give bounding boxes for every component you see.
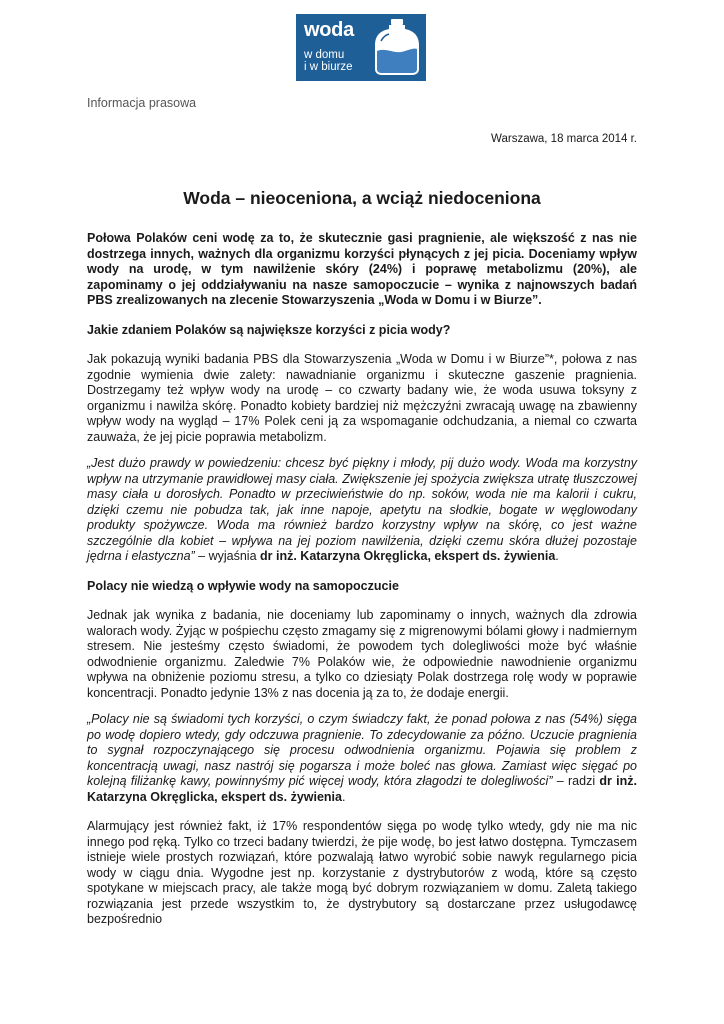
press-release <box>87 96 637 928</box>
quote-text: „Polacy nie są świadomi tych korzyści, o czym świadczy fakt, że ponad połowa z nas (54%) sięga po wodę dopiero wtedy, gdy odczuwa pragnienie. To zdecydowanie za późno. Uczucie pragnienia to sygnał rozpoczynającego się procesu odwodnienia organizmu. Pojawia się problem z koncentracją uwagi, nasz nastrój się pogarsza i może boleć nas głowa. Zamiast więc sięgać po kolejną filiżankę kawy, powinnyśmy pić więcej wody, która złagodzi te dolegliwości” <box>87 712 637 788</box>
logo-subtitle <box>304 49 353 73</box>
expert-name: dr inż. Katarzyna Okręglicka, ekspert ds. żywienia <box>260 549 556 563</box>
body-paragraph: Jak pokazują wyniki badania PBS dla Stowarzyszenia „Woda w Domu i w Biurze”*, połowa z nas zgodnie wymienia dwie zalety: nawadnianie organizmu i skuteczne gaszenie pragnienia. Dostrzegamy też wpływ wody na urodę – co czwarty badany wie, że woda usuwa toksyny z organizmu i nawilża skórę. Ponadto kobiety bardziej niż mężczyźni zwracają uwagę na zbawienny wpływ wody na wygląd – 17% Polek ceni ją za wspomaganie odchudzania, a niemal co czwarta zauważa, że jej picie poprawia metabolizm. <box>87 352 637 444</box>
document-title: Woda – nieoceniona, a wciąż niedoceniona <box>183 188 541 208</box>
section-heading-wellbeing: Polacy nie wiedzą o wpływie wody na samopoczucie <box>87 578 399 593</box>
body-paragraph: Jednak jak wynika z badania, nie doceniamy lub zapominamy o innych, ważnych dla zdrowia walorach wody. Żyjąc w pośpiechu często zmagamy się z migrenowymi bólami głowy i nadmiernym stresem. Nie jesteśmy często świadomi, że powodem tych dolegliwości może być właśnie odwodnienie organizmu. Zaledwie 7% Polaków wie, że odpowiednie nawodnienie organizmu wpływa na obniżenie poziomu stresu, a tylko co dziesiąty Polak dostrzega rolę wody w poprawie koncentracji. Ponadto jedynie 13% z nas docenia ją za to, że dodaje energii. <box>87 608 637 700</box>
brand-logo <box>296 14 426 81</box>
dateline: Warszawa, 18 marca 2014 r. <box>491 132 637 145</box>
quote-text: „Jest dużo prawdy w powiedzeniu: chcesz być piękny i młody, pij dużo wody. Woda ma korzystny wpływ na utrzymanie prawidłowej masy ciała. Zwiększenie jej spożycia zwiększa utratę tłuszczowej masy ciała u dorosłych. Ponadto w przeciwieństwie do np. soków, woda nie ma kalorii i cukru, dzięki czemu nie pobudza tak, jak inne napoje, apetytu na słodkie, bogate w węglowodany produkty spożywcze. Woda ma również bardzo korzystny wpływ na skórę, co jest ważne szczególnie dla kobiet – wpływa na jej poziom nawilżenia, dzięki czemu skóra dłużej pozostaje jędrna i elastyczna” <box>87 456 637 563</box>
logo-line-2: i w biurze <box>304 61 353 73</box>
attribution-suffix: . <box>341 789 346 804</box>
expert-quote <box>87 712 637 805</box>
section-heading-benefits: Jakie zdaniem Polaków są największe korzyści z picia wody? <box>87 322 451 337</box>
document-kicker: Informacja prasowa <box>87 96 197 110</box>
attribution-suffix: . <box>555 549 559 563</box>
attribution-prefix: – radzi <box>552 774 600 788</box>
lead-paragraph: Połowa Polaków ceni wodę za to, że skutecznie gasi pragnienie, ale większość z nas nie dostrzega innych, ważnych dla organizmu korzyści płynących z jej picia. Doceniamy wpływ wody na urodę, w tym nawilżenie skóry (24%) i poprawę metabolizmu (20%), ale zapominamy o jej oddziaływaniu na nasze samopoczucie – wynika z najnowszych badań PBS zrealizowanych na zlecenie Stowarzyszenia „Woda w Domu i w Biurze”. <box>87 231 637 307</box>
logo-brand: woda <box>304 19 354 41</box>
expert-quote <box>87 456 637 565</box>
water-bottle-icon <box>371 17 423 77</box>
expert-name: dr inż. Katarzyna Okręglicka, ekspert ds. żywienia <box>87 774 638 804</box>
logo-line-1: w domu <box>304 49 345 61</box>
body-paragraph: Alarmujący jest również fakt, iż 17% respondentów sięga po wodę tylko wtedy, gdy nie ma nic innego pod ręką. Tylko co trzeci badany twierdzi, że pije wodę, bo jest łatwo dostępna. Tymczasem istnieje wiele prostych rozwiązań, które pozwalają łatwo wyrobić sobie nawyk regularnego picia wody w ciągu dnia. Wygodne jest np. korzystanie z dystrybutorów z wodą, które są często spotykane w miejscach pracy, ale także mogą być dobrym rozwiązaniem w domu. Zaletą takiego rozwiązania jest przede wszystkim to, że dystrybutory są dostarczane przez usługodawcę bezpośrednio <box>87 819 637 926</box>
attribution-prefix: – wyjaśnia <box>194 549 261 563</box>
